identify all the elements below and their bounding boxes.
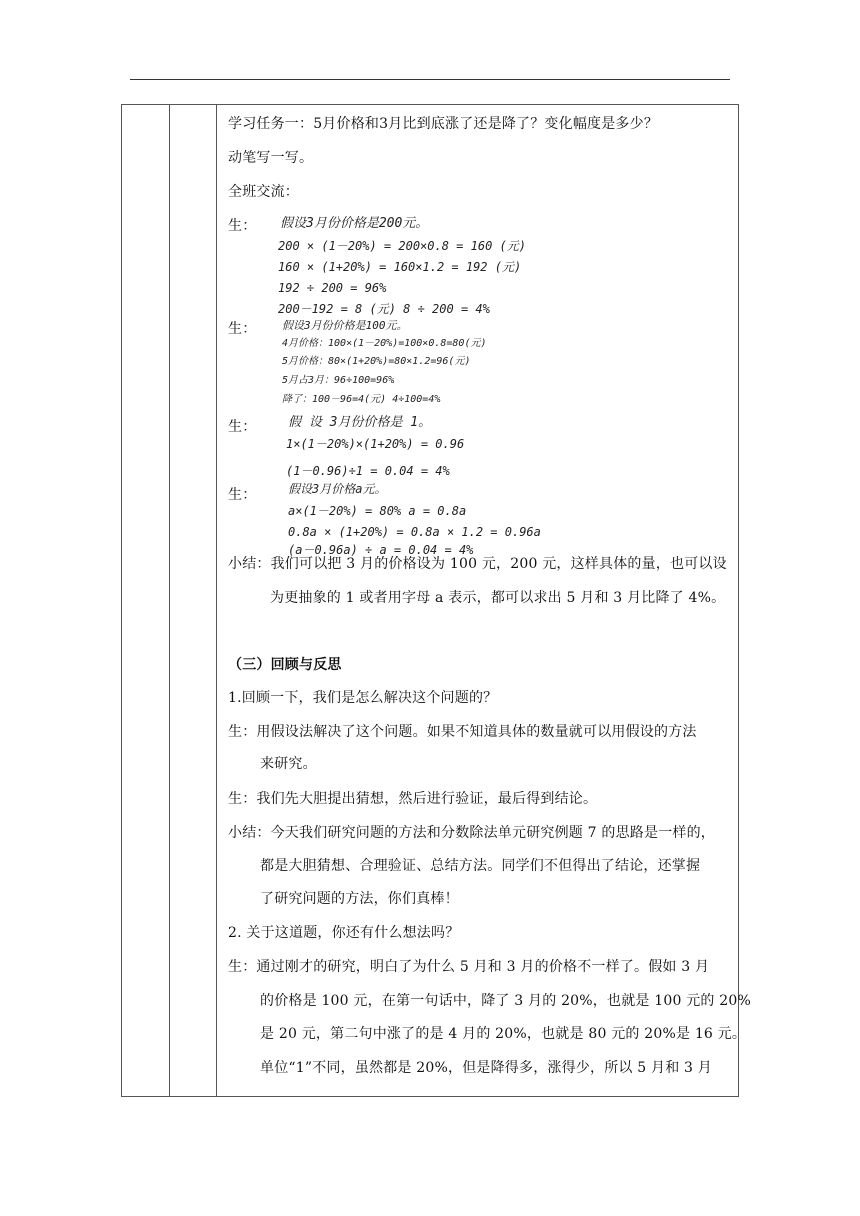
- handwritten-line: 假设3月价格a元。: [288, 482, 387, 496]
- answer-3-line-4: 单位“1”不同，虽然都是 20%，但是降得多，涨得少，所以 5 月和 3 月: [260, 1060, 713, 1076]
- handwritten-line: a×(1－20%) = 80% a = 0.8a: [288, 504, 467, 518]
- answer-1-line-2: 来研究。: [260, 756, 317, 772]
- handwritten-line: 192 ÷ 200 = 96%: [278, 281, 387, 295]
- handwritten-line: 假 设 3月份价格是 1。: [288, 415, 432, 430]
- summary-2-line-3: 了研究问题的方法，你们真棒！: [260, 891, 459, 907]
- lesson-table: [121, 104, 751, 1097]
- column-divider-1: [169, 105, 170, 1096]
- handwritten-line: 4月价格：100×(1－20%)=100×0.8=80(元): [282, 338, 487, 349]
- student-label-3: 生：: [228, 419, 257, 435]
- summary-2-line-2: 都是大胆猜想、合理验证、总结方法。同学们不但得出了结论，还掌握: [260, 858, 701, 874]
- handwritten-line: 5月价格：80×(1+20%)=80×1.2=96(元): [282, 356, 471, 367]
- answer-1-line-1: 生：用假设法解决了这个问题。如果不知道具体的数量就可以用假设的方法: [228, 724, 697, 740]
- column-divider-2: [216, 105, 217, 1096]
- handwritten-line: 200－192 = 8 (元) 8 ÷ 200 = 4%: [278, 302, 490, 316]
- handwritten-line: 假设3月份价格是200元。: [280, 216, 429, 231]
- share-label: 全班交流：: [228, 184, 299, 200]
- student-label-4: 生：: [228, 487, 257, 503]
- write-prompt: 动笔写一写。: [228, 150, 314, 166]
- answer-3-line-2: 的价格是 100 元，在第一句话中，降了 3 月的 20%，也就是 100 元的 20%: [260, 993, 751, 1009]
- handwritten-line: (a－0.96a) ÷ a = 0.04 = 4%: [288, 543, 474, 557]
- student-label-2: 生：: [228, 321, 257, 337]
- summary-1-line-1: 小结：我们可以把 3 月的价格设为 100 元，200 元，这样具体的量，也可以设: [228, 556, 727, 572]
- handwritten-line: 0.8a × (1+20%) = 0.8a × 1.2 = 0.96a: [288, 525, 541, 539]
- summary-2-line-1: 小结：今天我们研究问题的方法和分数除法单元研究例题 7 的思路是一样的，: [228, 825, 716, 841]
- answer-2: 生：我们先大胆提出猜想，然后进行验证，最后得到结论。: [228, 791, 598, 807]
- section-heading: （三）回顾与反思: [228, 657, 342, 673]
- handwritten-line: 假设3月份价格是100元。: [282, 319, 408, 332]
- content-cell: [218, 105, 751, 1096]
- handwritten-line: 160 × (1+20%) = 160×1.2 = 192 (元): [278, 260, 522, 274]
- answer-3-line-1: 生：通过刚才的研究，明白了为什么 5 月和 3 月的价格不一样了。假如 3 月: [228, 959, 710, 975]
- handwritten-line: 5月占3月：96÷100=96%: [282, 375, 395, 386]
- header-rule: [130, 79, 730, 80]
- answer-3-line-3: 是 20 元，第二句中涨了的是 4 月的 20%，也就是 80 元的 20%是 16 元。: [260, 1026, 747, 1042]
- question-2: 2. 关于这道题，你还有什么想法吗？: [228, 925, 460, 941]
- handwritten-line: 1×(1－20%)×(1+20%) = 0.96: [286, 437, 465, 451]
- task-title: 学习任务一：5月价格和3月比到底涨了还是降了？变化幅度是多少？: [228, 116, 659, 132]
- handwritten-line: (1－0.96)÷1 = 0.04 = 4%: [286, 464, 450, 478]
- handwritten-line: 降了：100－96=4(元) 4÷100=4%: [282, 394, 441, 405]
- student-label-1: 生：: [228, 218, 257, 234]
- question-1: 1.回顾一下，我们是怎么解决这个问题的？: [228, 690, 498, 706]
- summary-1-line-2: 为更抽象的 1 或者用字母 a 表示，都可以求出 5 月和 3 月比降了 4%。: [270, 590, 726, 606]
- handwritten-line: 200 × (1－20%) = 200×0.8 = 160 (元): [278, 239, 526, 253]
